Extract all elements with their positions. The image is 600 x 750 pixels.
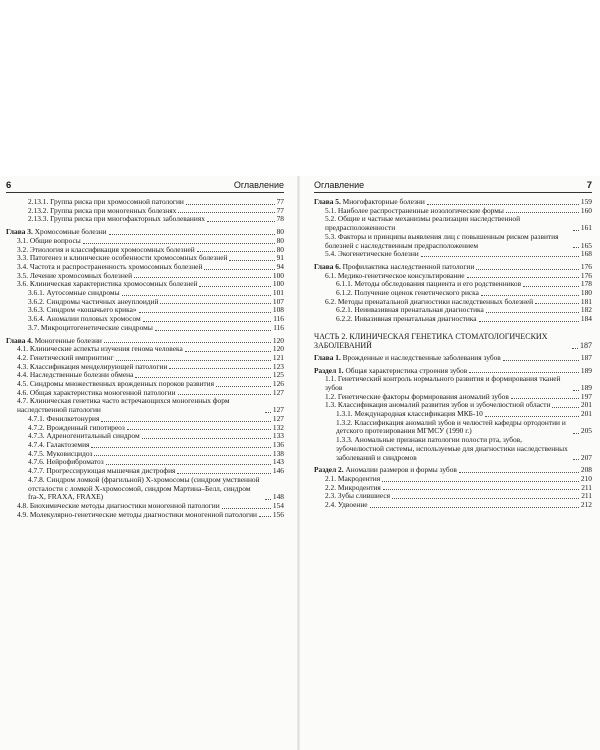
dot-leader <box>83 243 275 244</box>
toc-entry-page: 126 <box>272 379 284 389</box>
dot-leader <box>481 295 579 296</box>
toc-entry-page: 127 <box>272 405 284 415</box>
toc-entry-page: 123 <box>272 361 284 371</box>
toc-entry-page: 212 <box>580 500 592 510</box>
toc-entry-chapter-number: Глава 4. <box>6 335 33 345</box>
toc-entry-page: 189 <box>580 365 592 375</box>
dot-leader <box>143 321 271 322</box>
toc-entry <box>6 476 284 502</box>
toc-entry-label: 6.2.1. Неинвазивная пренатальная диагностика <box>336 305 484 315</box>
toc-entry-page: 100 <box>272 270 284 280</box>
toc-entry-label: 3.6.4. Аномалии половых хромосом <box>28 314 141 324</box>
toc-entry-label: 3.2. Этиология и классификация хромосомных болезней <box>17 244 195 254</box>
dot-leader <box>177 473 270 474</box>
dot-leader <box>573 247 579 248</box>
toc-entry-page: 127 <box>272 413 284 423</box>
toc-entry <box>314 332 592 351</box>
left-toc-list <box>6 198 284 519</box>
toc-entry-title <box>325 215 571 232</box>
toc-entry-title <box>325 375 571 392</box>
toc-entry <box>314 375 592 392</box>
toc-entry-title <box>28 476 263 502</box>
dot-leader <box>104 342 271 343</box>
dot-leader <box>178 212 274 213</box>
toc-entry-chapter-number: Раздел 2. <box>314 465 344 475</box>
dot-leader <box>552 407 578 408</box>
toc-entry-label: Общая характеристика строения зубов <box>345 365 468 375</box>
toc-entry-label: 2.3. Зубы слившиеся <box>325 491 391 501</box>
toc-entry-label: 2.13.2. Группа риска при моногенных болезнях <box>28 205 177 215</box>
toc-entry <box>314 436 592 462</box>
toc-entry <box>314 215 592 232</box>
dot-leader <box>383 489 579 490</box>
dot-leader <box>421 256 579 257</box>
left-page-header <box>6 180 284 193</box>
dot-leader <box>197 251 275 252</box>
toc-entry-page: 116 <box>273 314 284 324</box>
dot-leader <box>229 260 274 261</box>
toc-entry-page: 132 <box>272 422 284 432</box>
toc-entry-page: 201 <box>580 400 592 410</box>
dot-leader <box>573 459 579 460</box>
toc-entry-page: 101 <box>272 288 284 298</box>
toc-entry-label: 3.4. Частота и распространенность хромосомных болезней <box>17 261 203 271</box>
dot-leader <box>476 269 579 270</box>
toc-entry-page: 80 <box>276 227 284 237</box>
toc-entry-label: 3.6. Клиническая характеристика хромосомных болезней <box>17 279 198 289</box>
toc-entry-label: 2.13.1. Группа риска при хромосомной патологии <box>28 197 184 206</box>
toc-entry-label: Моногенные болезни <box>34 335 102 345</box>
dot-leader <box>523 286 579 287</box>
toc-entry <box>6 324 284 333</box>
toc-entry-label: 3.5. Лечение хромосомных болезней <box>17 270 133 280</box>
dot-leader <box>479 321 579 322</box>
toc-entry-page: 197 <box>580 391 592 401</box>
toc-entry-label: 3.6.2. Синдромы частичных анеуплоидий <box>28 296 159 306</box>
toc-entry-label: 5.3. Факторы и принципы выявления лиц с повышенным риском развития болезней с наследственным предрасположением <box>325 231 559 250</box>
toc-entry-label: Аномалии размеров и формы зубов <box>345 465 457 475</box>
toc-entry-page: 207 <box>580 452 592 462</box>
toc-entry-page: 80 <box>276 244 284 254</box>
right-page-header <box>314 180 592 193</box>
dot-leader <box>160 303 270 304</box>
toc-entry-label: 3.3. Патогенез и клинические особенности хромосомных болезней <box>17 253 228 263</box>
toc-entry-page: 94 <box>276 261 284 271</box>
dot-leader <box>139 312 271 313</box>
toc-entry-page: 133 <box>272 431 284 441</box>
toc-entry-label: Профилактика наследственной патологии <box>342 261 475 271</box>
dot-leader <box>485 416 579 417</box>
toc-entry-label: 3.6.1. Аутосомные синдромы <box>28 288 120 298</box>
toc-entry-page: 205 <box>580 426 592 436</box>
toc-entry-label: 4.7.7. Прогрессирующая мышечная дистрофия <box>28 466 176 476</box>
toc-entry-title <box>17 511 257 520</box>
toc-entry-label: 2.1. Макродентия <box>325 473 381 483</box>
toc-entry-label: 4.8. Биохимические методы диагностики моногенной патологии <box>17 500 220 510</box>
toc-entry-page: 160 <box>580 205 592 215</box>
toc-entry-label: 2.4. Удвоение <box>325 500 368 510</box>
dot-leader <box>134 277 271 278</box>
toc-entry-label: 1.3.1. Международная классификация МКБ-10 <box>336 409 483 419</box>
toc-entry-page: 208 <box>580 465 592 475</box>
dot-leader <box>178 394 271 395</box>
toc-entry-page: 107 <box>272 296 284 306</box>
toc-entry-chapter-number: Глава 5. <box>314 197 341 206</box>
toc-entry-page: 181 <box>580 296 592 306</box>
toc-entry-label: 5.4. Экогенетические болезни <box>325 249 419 259</box>
toc-entry-page: 176 <box>580 261 592 271</box>
toc-entry-page: 156 <box>272 509 284 519</box>
left-page <box>6 180 284 519</box>
dot-leader <box>155 330 271 331</box>
toc-entry-title <box>325 233 571 250</box>
toc-entry-chapter-number: Глава 3. <box>6 227 33 237</box>
toc-entry <box>314 501 592 510</box>
toc-entry-title <box>17 397 263 414</box>
toc-entry-label: 4.5. Синдромы множественных врожденных пороков развития <box>17 379 215 389</box>
toc-entry-page: 180 <box>580 288 592 298</box>
toc-entry-label: 6.2. Методы пренатальной диагностики наследственных болезней <box>325 296 534 306</box>
toc-entry-label: Многофакторные болезни <box>342 197 425 206</box>
toc-entry-label: 4.3. Классификация менделирующей патологии <box>17 361 168 371</box>
toc-entry <box>6 397 284 414</box>
toc-entry-page: 165 <box>580 240 592 250</box>
dot-leader <box>185 351 271 352</box>
toc-entry-page: 187 <box>580 352 592 362</box>
toc-entry-label: 1.2. Генетические факторы формирования аномалий зубов <box>325 391 509 401</box>
toc-entry-label: 4.7. Клиническая генетика часто встречающихся моногенных форм наследственной патологии <box>17 396 230 415</box>
toc-entry-page: 77 <box>276 197 284 206</box>
toc-entry-label: 1.1. Генетический контроль нормального развития и формирования тканей зубов <box>325 374 561 392</box>
toc-entry-label: 4.7.5. Муковисцидоз <box>28 448 93 458</box>
dot-leader <box>169 368 271 369</box>
toc-entry-page: 210 <box>580 473 592 483</box>
dot-leader <box>207 221 275 222</box>
toc-entry-page: 146 <box>272 466 284 476</box>
toc-entry-page: 159 <box>580 197 592 206</box>
dot-leader <box>116 360 271 361</box>
toc-entry-label: 4.7.3. Адреногенитальный синдром <box>28 431 140 441</box>
toc-entry-label: 4.7.6. Нейрофиброматоз <box>28 457 104 467</box>
toc-entry-page: 136 <box>272 439 284 449</box>
toc-entry-page: 100 <box>272 279 284 289</box>
dot-leader <box>101 421 270 422</box>
dot-leader <box>370 507 579 508</box>
toc-entry-label: 4.9. Молекулярно-генетические методы диагностики моногенной патологии <box>17 509 258 519</box>
toc-entry <box>6 215 284 224</box>
toc-entry-page: 91 <box>276 253 284 263</box>
toc-entry-label: 2.2. Микродентия <box>325 482 381 492</box>
right-header-title: Оглавление <box>314 180 365 190</box>
dot-leader <box>142 438 271 439</box>
dot-leader <box>392 498 579 499</box>
dot-leader <box>135 377 271 378</box>
toc-entry-label: 6.1.1. Методы обследования пациента и его родственников <box>336 279 522 289</box>
toc-entry-label: 3.7. Микроцитогенетические синдромы <box>28 322 153 332</box>
toc-entry-label: 4.4. Наследственные болезни обмена <box>17 370 134 380</box>
toc-entry-label: 2.13.3. Группа риска при многофакторных заболеваниях <box>28 214 205 224</box>
toc-entry-label: 3.6.3. Синдром «кошачьего крика» <box>28 305 137 315</box>
toc-entry-page: 211 <box>581 482 592 492</box>
dot-leader <box>535 303 579 304</box>
toc-entry <box>6 511 284 520</box>
toc-entry-title <box>314 354 501 363</box>
dot-leader <box>199 286 270 287</box>
toc-entry <box>314 233 592 250</box>
toc-entry-page: 211 <box>581 491 592 501</box>
toc-entry-page: 184 <box>580 314 592 324</box>
dot-leader <box>94 455 270 456</box>
toc-entry-title <box>325 250 419 259</box>
dot-leader <box>216 386 271 387</box>
toc-entry-chapter-number: Глава 6. <box>314 261 341 271</box>
toc-entry-page: 189 <box>580 382 592 392</box>
dot-leader <box>222 508 271 509</box>
toc-entry-label: 1.3.2. Классификация аномалий зубов и челюстей кафедры ортодонтии и детского протезирования МГМСУ (1990 г.) <box>336 417 566 436</box>
toc-entry-page: 182 <box>580 305 592 315</box>
dot-leader <box>572 348 578 349</box>
dot-leader <box>109 234 275 235</box>
dot-leader <box>459 472 579 473</box>
dot-leader <box>382 481 579 482</box>
toc-entry-chapter-number: Раздел 1. <box>314 365 344 375</box>
dot-leader <box>106 464 271 465</box>
toc-entry-title <box>336 315 477 324</box>
toc-entry-label: 4.7.4. Галактоземия <box>28 439 90 449</box>
toc-entry-label: Врожденные и наследственные заболевания зубов <box>342 352 501 362</box>
toc-entry-page: 77 <box>276 205 284 215</box>
left-header-title: Оглавление <box>233 180 284 190</box>
toc-entry-title <box>28 324 153 333</box>
dot-leader <box>122 295 271 296</box>
dot-leader <box>503 360 579 361</box>
dot-leader <box>265 499 271 500</box>
toc-entry-label: 6.1.2. Получение оценок генетического риска <box>336 288 479 298</box>
toc-entry-label: 5.1. Наиболее распространенные нозологические формы <box>325 205 504 215</box>
toc-entry-title <box>325 501 368 510</box>
toc-entry <box>314 354 592 363</box>
toc-entry-page: 178 <box>580 279 592 289</box>
toc-entry-page: 127 <box>272 387 284 397</box>
toc-entry-page: 121 <box>272 352 284 362</box>
toc-entry-label: 4.6. Общая характеристика моногенной патологии <box>17 387 176 397</box>
dot-leader <box>204 269 274 270</box>
dot-leader <box>259 516 271 517</box>
dot-leader <box>511 398 579 399</box>
toc-entry <box>314 250 592 259</box>
toc-entry-label: 4.7.8. Синдром ломкой (фрагильной) Х-хромосомы (синдром умственной отсталости с ломкой Х-хромосомой, синдром Мартина–Белл, синдром fra-X, FRAXA, FRAXE) <box>28 474 260 502</box>
toc-entry-page: 120 <box>272 335 284 345</box>
book-spine <box>297 176 300 750</box>
toc-entry-page: 116 <box>273 322 284 332</box>
dot-leader <box>467 277 579 278</box>
toc-entry-page: 154 <box>272 500 284 510</box>
dot-leader <box>486 312 579 313</box>
toc-entry-label: 1.3. Классификация аномалий развития зубов и зубочелюстной области <box>325 400 551 410</box>
dot-leader <box>573 390 579 391</box>
dot-leader <box>573 433 579 434</box>
toc-entry-title <box>336 419 571 436</box>
toc-entry-page: 78 <box>276 214 284 224</box>
toc-entry-page: 176 <box>580 270 592 280</box>
toc-entry-label: Хромосомные болезни <box>34 227 107 237</box>
dot-leader <box>186 204 275 205</box>
toc-entry-page: 168 <box>580 249 592 259</box>
toc-entry <box>314 419 592 436</box>
toc-entry-label: 5.2. Общие и частные механизмы реализации наследственной предрасположенности <box>325 214 521 233</box>
dot-leader <box>265 412 271 413</box>
toc-entry-page: 148 <box>272 492 284 502</box>
toc-entry-chapter-number: Глава 1. <box>314 352 341 362</box>
toc-entry-page: 187 <box>580 341 592 351</box>
right-page-number: 7 <box>586 180 592 191</box>
toc-entry-label: 4.1. Клинические аспекты изучения генома человека <box>17 344 183 354</box>
toc-entry-page: 161 <box>580 223 592 233</box>
toc-entry-label: 4.7.2. Врожденный гипотиреоз <box>28 422 125 432</box>
toc-entry-label: ЧАСТЬ 2. КЛИНИЧЕСКАЯ ГЕНЕТИКА СТОМАТОЛОГИЧЕСКИХ ЗАБОЛЕВАНИЙ <box>314 331 548 351</box>
toc-entry-title <box>314 332 570 351</box>
right-toc-list <box>314 198 592 510</box>
toc-entry-page: 125 <box>272 370 284 380</box>
toc-entry-title <box>28 215 205 224</box>
dot-leader <box>427 204 579 205</box>
left-page-number: 6 <box>6 180 12 191</box>
dot-leader <box>506 212 579 213</box>
toc-entry-label: 4.2. Генетический импринтинг <box>17 352 114 362</box>
toc-entry-page: 120 <box>272 344 284 354</box>
toc-entry-page: 108 <box>272 305 284 315</box>
toc-entry-page: 138 <box>272 448 284 458</box>
dot-leader <box>469 372 579 373</box>
toc-entry <box>314 315 592 324</box>
toc-entry-label: 4.7.1. Фенилкетонурия <box>28 413 100 423</box>
toc-entry-label: 6.2.2. Инвазивная пренатальная диагностика <box>336 314 477 324</box>
toc-entry-page: 143 <box>272 457 284 467</box>
dot-leader <box>573 230 579 231</box>
toc-entry-title <box>336 436 571 462</box>
toc-entry-page: 201 <box>580 409 592 419</box>
toc-entry-label: 1.3.3. Аномальные признаки патологии полости рта, зубов, зубочелюстной системы, используемые для диагностики наследственных заболеваний и синдромов <box>336 435 568 462</box>
right-page <box>314 180 592 510</box>
toc-entry-label: 3.1. Общие вопросы <box>17 235 81 245</box>
toc-entry-label: 6.1. Медико-генетическое консультирование <box>325 270 465 280</box>
toc-entry-page: 80 <box>276 235 284 245</box>
dot-leader <box>127 429 271 430</box>
dot-leader <box>91 447 270 448</box>
